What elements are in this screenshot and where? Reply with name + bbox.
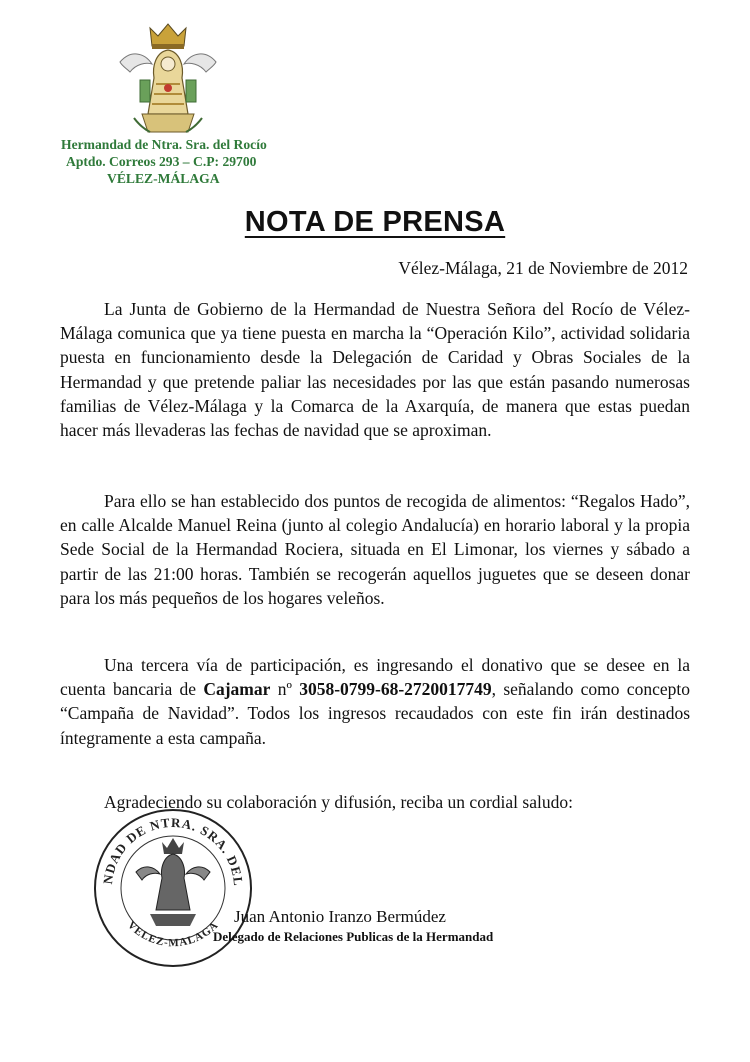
org-name: Hermandad de Ntra. Sra. del Rocío (61, 137, 267, 152)
paragraph-3-text-no: nº (270, 679, 300, 700)
paragraph-3 (60, 653, 690, 750)
bank-name: Cajamar (203, 679, 271, 700)
seal-bottom-text: VELEZ-MALAGA (124, 919, 222, 950)
signer-name: Juan Antonio Iranzo Bermúdez (234, 907, 446, 926)
official-seal-icon (92, 806, 254, 970)
closing-line: Agradeciendo su colaboración y difusión, reciba un cordial saludo: (104, 792, 573, 812)
brotherhood-crest-icon (116, 22, 220, 140)
paragraph-3-text-b: , señalando como concepto “Campaña de Navidad”. Todos los ingresos recaudados con este fin irán destinados íntegramente a esta campaña. (60, 679, 690, 748)
paragraph-1: La Junta de Gobierno de la Hermandad de Nuestra Señora del Rocío de Vélez-Málaga comunica que ya tiene puesta en marcha la “Operación Kilo”, actividad solidaria puesta en funcionamiento desde la Delegación de Caridad y Obras Sociales de la Hermandad y que pretende paliar las necesidades por las que están pasando numerosas familias de Vélez-Málaga y la Comarca de la Axarquía, de manera que estas puedan hacer más llevaderas las fechas de navidad que se aproximan. (60, 299, 690, 441)
paragraph-2: Para ello se han establecido dos puntos de recogida de alimentos: “Regalos Hado”, en calle Alcalde Manuel Reina (junto al colegio Andalucía) en horario laboral y la propia Sede Social de la Hermandad Rociera, situada en El Limonar, los viernes y sábado a partir de las 21:00 horas. También se recogerán aquellos juguetes que se deseen donar para los más pequeños de los hogares veleños. (60, 491, 690, 608)
signer-role: Delegado de Relaciones Publicas de la Hermandad (213, 929, 494, 944)
org-city: VÉLEZ-MÁLAGA (107, 171, 220, 186)
paragraph-3-text-a: Una tercera vía de participación, es ingresando el donativo que se desee en la cuenta bancaria de (60, 655, 690, 700)
document-title: NOTA DE PRENSA (244, 206, 506, 238)
document-date: Vélez-Málaga, 21 de Noviembre de 2012 (398, 258, 688, 278)
bank-account-number: 3058-0799-68-2720017749 (299, 679, 492, 700)
seal-top-text: NDAD DE NTRA. SRA. DEL (99, 814, 247, 887)
org-address: Aptdo. Correos 293 – C.P: 29700 (66, 154, 257, 169)
